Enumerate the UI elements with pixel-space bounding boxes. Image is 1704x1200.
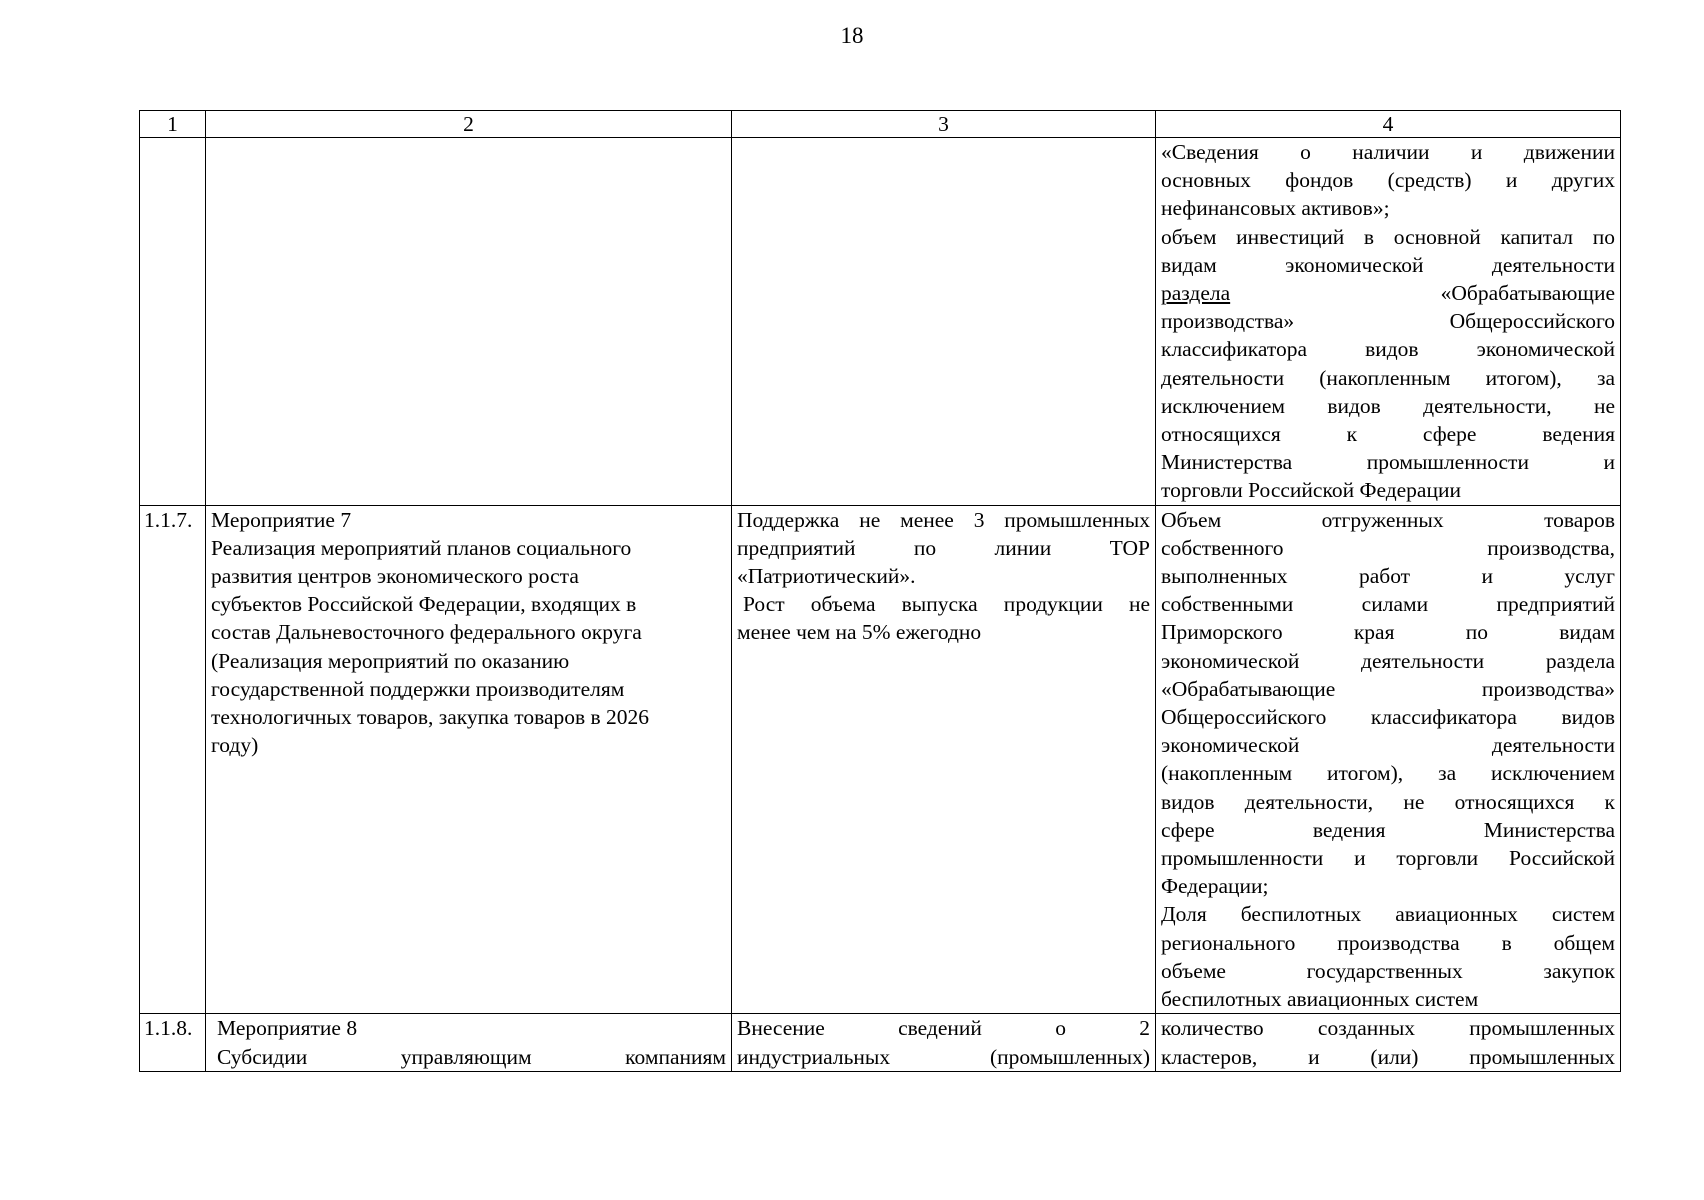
indicator-line: Федерации; <box>1161 874 1269 899</box>
indicator-line: видов деятельности, не относящихся к <box>1161 789 1615 814</box>
result-line: предприятий по линии ТОР <box>737 535 1150 560</box>
indicator-line: экономической деятельности раздела <box>1161 648 1615 673</box>
indicator-line: исключением видов деятельности, не <box>1161 393 1615 418</box>
indicator-line-section: раздела «Обрабатывающие <box>1161 281 1615 306</box>
measure-line: году) <box>211 733 259 758</box>
indicator-line: (накопленным итогом), за исключением <box>1161 761 1615 786</box>
measure-line: Реализация мероприятий планов социального <box>211 535 632 560</box>
row-number-cell: 1.1.7. <box>140 505 206 1014</box>
indicator-line: торговли Российской Федерации <box>1161 478 1461 503</box>
measure-line: Мероприятие 8 <box>217 1016 358 1041</box>
result-line: Рост объема выпуска продукции не <box>743 592 1150 617</box>
result-cell <box>732 1014 1156 1071</box>
indicator-line: нефинансовых активов»; <box>1161 196 1390 221</box>
row-number-cell <box>140 138 206 506</box>
indicator-cell <box>1156 1014 1621 1071</box>
indicator-cell <box>1156 138 1621 506</box>
measures-table <box>139 110 1621 1072</box>
measure-line: (Реализация мероприятий по оказанию <box>211 648 570 673</box>
table-header-row <box>140 111 1621 138</box>
indicator-line: деятельности (накопленным итогом), за <box>1161 365 1615 390</box>
table-row <box>140 138 1621 506</box>
indicator-line: Министерства промышленности и <box>1161 450 1615 475</box>
indicator-line: выполненных работ и услуг <box>1161 564 1615 589</box>
indicator-line: Доля беспилотных авиационных систем <box>1161 902 1615 927</box>
measure-line: развития центров экономического роста <box>211 564 579 589</box>
indicator-cell <box>1156 505 1621 1014</box>
table-row <box>140 505 1621 1014</box>
measure-line: Мероприятие 7 <box>211 507 352 532</box>
measure-cell <box>206 1014 732 1071</box>
measure-line: государственной поддержки производителям <box>211 676 625 701</box>
result-cell <box>732 138 1156 506</box>
indicator-line: «Сведения о наличии и движении <box>1161 140 1615 164</box>
result-line: Внесение сведений о 2 <box>737 1016 1150 1041</box>
indicator-line: кластеров, и (или) промышленных <box>1161 1044 1615 1069</box>
result-line: менее чем на 5% ежегодно <box>737 620 982 645</box>
indicator-line: производства» Общероссийского <box>1161 309 1615 334</box>
header-col-4: 4 <box>1156 111 1621 138</box>
measure-line: технологичных товаров, закупка товаров в 2026 <box>211 705 650 730</box>
indicator-line: промышленности и торговли Российской <box>1161 846 1615 871</box>
row-number-cell: 1.1.8. <box>140 1014 206 1071</box>
section-word: раздела <box>1161 281 1231 306</box>
measure-line: состав Дальневосточного федерального округа <box>211 620 642 645</box>
indicator-line: основных фондов (средств) и других <box>1161 168 1615 193</box>
indicator-line: количество созданных промышленных <box>1161 1016 1615 1041</box>
page-number: 18 <box>840 23 864 48</box>
indicator-line: Приморского края по видам <box>1161 620 1615 645</box>
indicator-line: объем инвестиций в основной капитал по <box>1161 224 1615 249</box>
indicator-line: классификатора видов экономической <box>1161 337 1615 362</box>
indicator-line: относящихся к сфере ведения <box>1161 422 1615 447</box>
result-line: Поддержка не менее 3 промышленных <box>737 507 1150 532</box>
indicator-line: сфере ведения Министерства <box>1161 817 1615 842</box>
measure-line: Субсидии управляющим компаниям <box>217 1044 726 1069</box>
table-row <box>140 1014 1621 1071</box>
measure-line: субъектов Российской Федерации, входящих в <box>211 592 637 617</box>
header-col-3: 3 <box>732 111 1156 138</box>
indicator-line: объеме государственных закупок <box>1161 958 1615 983</box>
indicator-line: беспилотных авиационных систем <box>1161 987 1479 1012</box>
measure-cell <box>206 138 732 506</box>
result-cell <box>732 505 1156 1014</box>
header-col-2: 2 <box>206 111 732 138</box>
result-line: индустриальных (промышленных) <box>737 1044 1150 1069</box>
indicator-line: регионального производства в общем <box>1161 930 1615 955</box>
indicator-line: Объем отгруженных товаров <box>1161 507 1615 532</box>
result-line: «Патриотический». <box>737 564 916 589</box>
indicator-line: собственными силами предприятий <box>1161 592 1615 617</box>
indicator-line: экономической деятельности <box>1161 733 1615 758</box>
indicator-line: видам экономической деятельности <box>1161 252 1615 277</box>
header-col-1: 1 <box>140 111 206 138</box>
indicator-line: «Обрабатывающие производства» <box>1161 676 1615 701</box>
indicator-line: собственного производства, <box>1161 535 1615 560</box>
indicator-line: Общероссийского классификатора видов <box>1161 705 1615 730</box>
measure-cell <box>206 505 732 1014</box>
